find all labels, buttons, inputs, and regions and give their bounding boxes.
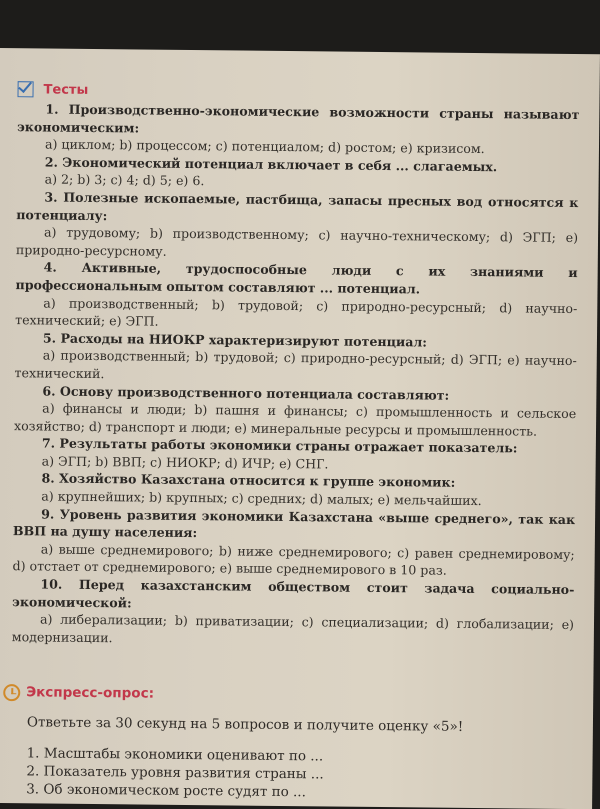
list-item: 1. Масштабы экономики оценивают по ... [26,745,324,765]
textbook-page [0,48,600,809]
test-answers: а) либерализации; b) приватизации; с) специализации; d) глобализации; е) модернизации. [11,611,575,646]
list-item: 3. Об экономическом росте судят по ... [26,781,307,801]
test-answers: а) трудовому; b) производственному; с) научно-техническому; d) ЭГП; е) природно-ресурсному. [15,224,579,259]
tests-title: Тесты [43,81,89,98]
test-question: 1. Производственно-экономические возможности страны называют экономическим: [17,101,580,136]
test-answers: а) производственный; b) трудовой; с) природно-ресурсный; d) научно-технический; е) ЭГП. [15,294,578,329]
test-answers: а) выше среднемирового; b) ниже среднемирового; с) равен среднемировому; d) отстает от среднемирового; е) выше среднемирового в 10 раз. [12,541,575,579]
test-question: 3. Полезные ископаемые, пастбища, запасы пресных вод относятся к потенциалу: [16,189,579,223]
test-answers: а) 2; b) 3; с) 4; d) 5; е) 6. [44,171,205,189]
test-question: 9. Уровень развития экономики Казахстана «выше среднего», так как ВВП на душу населения: [12,506,576,541]
test-question: 6. Основу производственного потенциала составляют: [42,382,450,403]
tests-content [12,100,580,651]
test-answers: а) ЭГП; b) ВВП; с) НИОКР; d) ИЧР; е) СНГ. [41,453,329,472]
test-question: 7. Результаты работы экономики страны отражает показатель: [41,435,518,456]
test-answers: а) циклом; b) процессом; с) потенциалом; d) ростом; е) кризисом. [44,136,485,157]
test-question: 10. Перед казахстанским обществом стоит задача социально-экономической: [12,576,575,611]
list-item: 2. Показатель уровня развития страны ... [26,763,324,783]
test-question: 2. Экономический потенциал включает в себя ... слагаемых. [44,154,498,174]
checkbox-icon [17,81,33,97]
express-header [3,680,583,710]
express-list [26,744,583,804]
express-survey [2,680,583,804]
test-answers: а) производственный; b) трудовой; с) природно-ресурсный; d) ЭГП; е) научно-технический. [14,347,577,382]
test-answers: а) крупнейших; b) крупных; с) средних; d) малых; е) мельчайших. [41,488,482,509]
test-question: 8. Хозяйство Казахстана относится к группе экономик: [41,470,456,491]
test-question: 4. Активные, трудоспособные люди с их знаниями и профессиональным опытом составляют ... потенциал. [15,259,578,297]
tests-header [17,78,88,101]
express-intro: Ответьте за 30 секунд на 5 вопросов и получите оценку «5»! [26,714,464,735]
test-answers: а) финансы и люди; b) пашня и финансы; с) промышленность и сельское хозяйство; d) транспорт и люди; е) минеральные ресурсы и промышленность. [13,400,577,439]
test-question: 5. Расходы на НИОКР характеризируют потенциал: [42,330,428,350]
express-title: Экспресс-опрос: [26,684,155,702]
clock-icon [3,684,20,701]
